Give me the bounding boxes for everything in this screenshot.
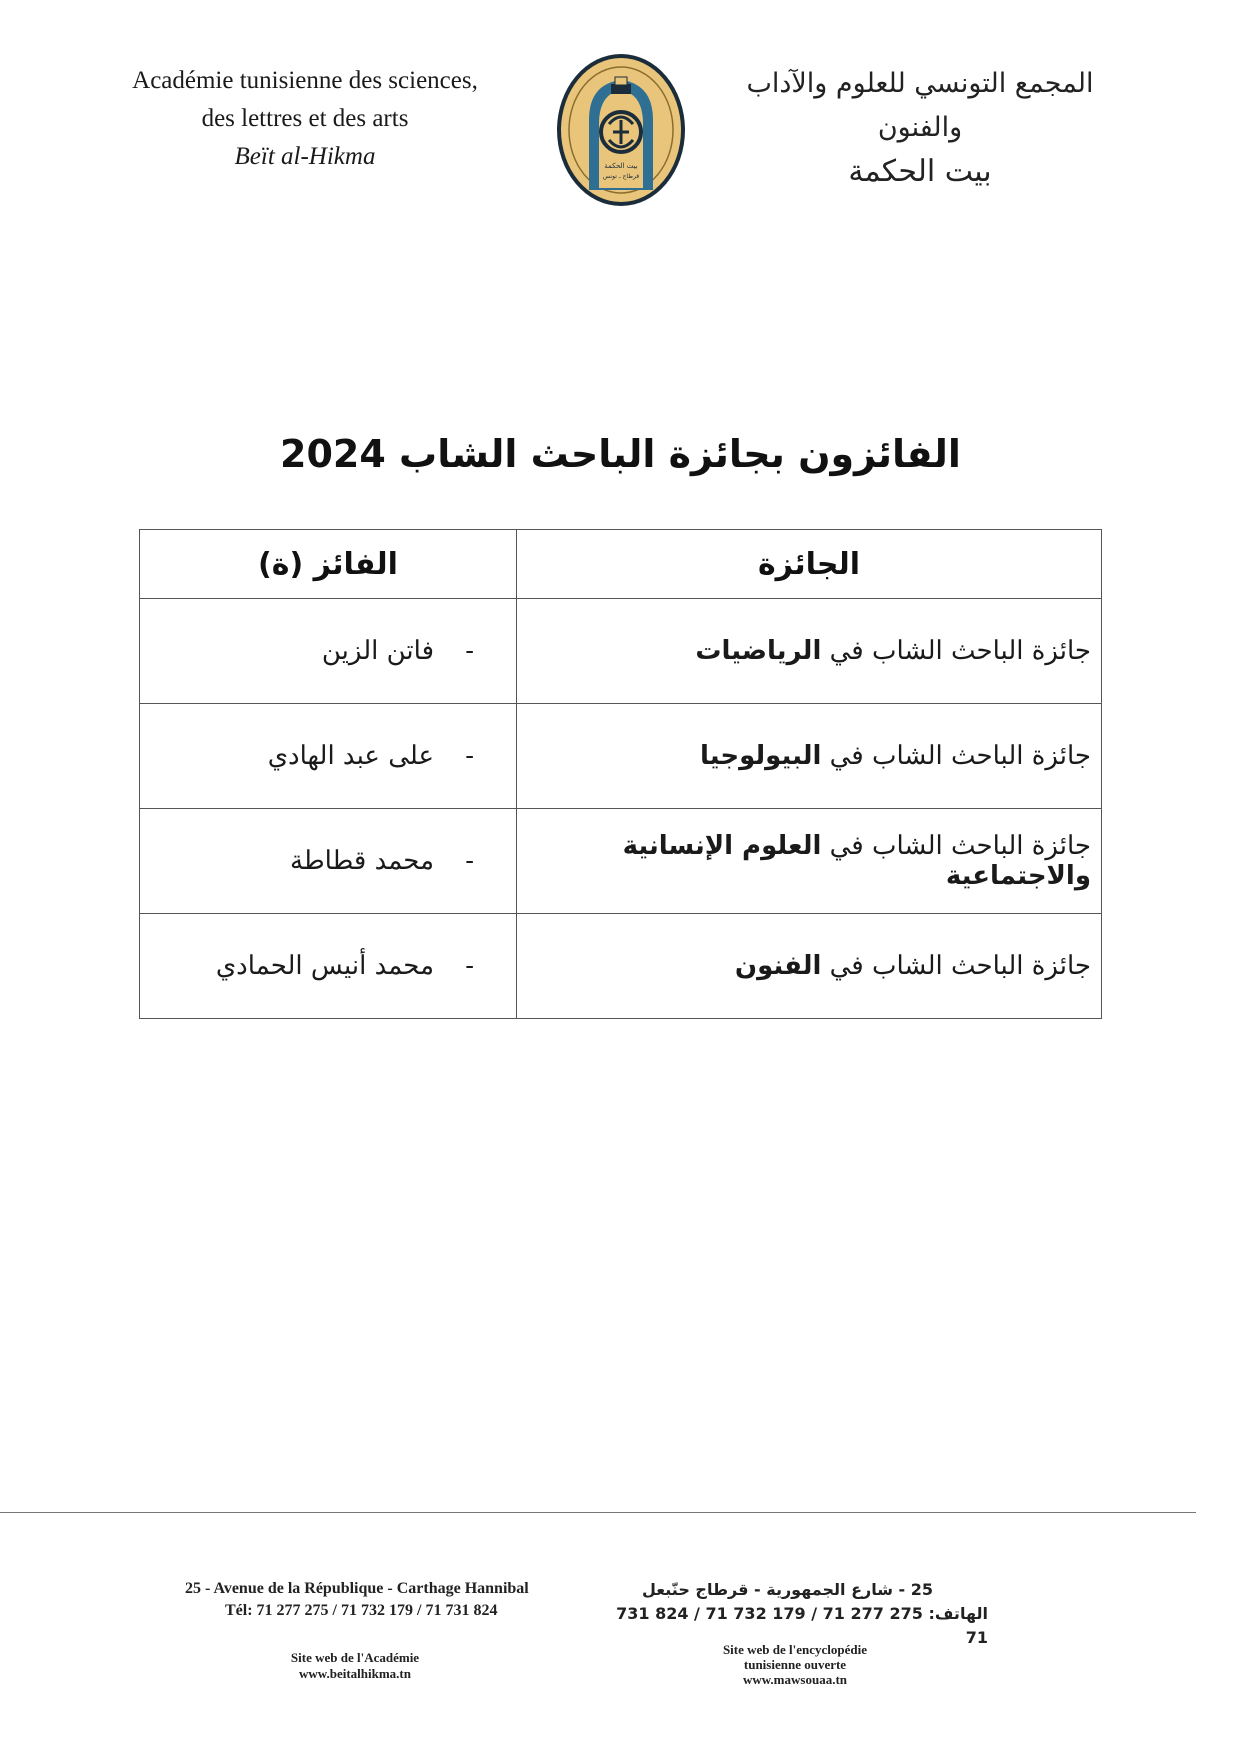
column-header-prize: الجائزة — [517, 530, 1102, 599]
academy-name-ar-line1: المجمع التونسي للعلوم والآداب والفنون — [746, 68, 1094, 143]
footer-fr-address: 25 - Avenue de la République - Carthage Hannibal — [185, 1580, 529, 1597]
academy-name-ar-line2: بيت الحكمة — [848, 154, 992, 189]
prize-field: البيولوجيا — [699, 741, 822, 771]
column-header-winner: الفائز (ة) — [140, 530, 517, 599]
footer-ar-address: 25 - شارع الجمهورية - قرطاج حنّبعل — [641, 1580, 933, 1599]
encyclopedia-website-url[interactable]: www.mawsouaa.tn — [742, 1672, 847, 1687]
academy-name-french — [120, 62, 490, 176]
prize-prefix: جائزة الباحث الشاب في — [821, 831, 1091, 861]
footer-academy-website — [240, 1650, 470, 1682]
logo-text-mid: بيت الحكمة — [604, 162, 638, 170]
academy-name-fr-line2: des lettres et des arts — [201, 105, 409, 132]
prize-cell — [517, 914, 1102, 1019]
footer-address-arabic — [598, 1578, 988, 1650]
academy-name-fr-line1: Académie tunisienne des sciences, — [132, 67, 478, 94]
table-row — [140, 704, 1102, 809]
prize-cell — [517, 704, 1102, 809]
prize-cell — [517, 809, 1102, 914]
table-row — [140, 809, 1102, 914]
logo-text-bottom: قرطاج ـ تونس — [602, 173, 640, 180]
winner-cell — [140, 599, 517, 704]
prize-prefix: جائزة الباحث الشاب في — [821, 741, 1091, 771]
table-row — [140, 599, 1102, 704]
awards-table — [139, 529, 1102, 1019]
academy-name-arabic — [745, 62, 1095, 194]
winner-dash: - — [465, 741, 474, 771]
academy-name-fr-line3: Beït al-Hikma — [234, 143, 376, 170]
footer-divider — [0, 1512, 1196, 1513]
table-row — [140, 914, 1102, 1019]
winner-dash: - — [465, 846, 474, 876]
winner-name: فاتن الزين — [321, 636, 434, 666]
prize-field: العلوم الإنسانية والاجتماعية — [622, 831, 1091, 891]
winner-name: على عبد الهادي — [267, 741, 434, 771]
table-header-row — [140, 530, 1102, 599]
prize-prefix: جائزة الباحث الشاب في — [821, 636, 1091, 666]
encyclopedia-website-label2: tunisienne ouverte — [743, 1657, 847, 1672]
winner-dash: - — [465, 636, 474, 666]
page-title: الفائزون بجائزة الباحث الشاب 2024 — [280, 432, 961, 476]
prize-field: الفنون — [734, 951, 822, 981]
winner-cell — [140, 809, 517, 914]
winner-cell — [140, 704, 517, 809]
academy-website-label: Site web de l'Académie — [290, 1650, 420, 1665]
footer-encyclopedia-website — [680, 1642, 910, 1687]
encyclopedia-website-label1: Site web de l'encyclopédie — [722, 1642, 868, 1657]
prize-field: الرياضيات — [695, 636, 822, 666]
footer-address-french — [185, 1578, 585, 1622]
footer-ar-phone: الهاتف: 275 277 71 / 179 732 71 / 824 731 71 — [616, 1604, 988, 1647]
prize-cell — [517, 599, 1102, 704]
winner-dash: - — [465, 951, 474, 981]
winner-name: محمد قطاطة — [290, 846, 434, 876]
winner-name: محمد أنيس الحمادي — [215, 951, 434, 981]
academy-website-url[interactable]: www.beitalhikma.tn — [299, 1666, 411, 1681]
winner-cell — [140, 914, 517, 1019]
prize-prefix: جائزة الباحث الشاب في — [821, 951, 1091, 981]
footer-fr-phone: Tél: 71 277 275 / 71 732 179 / 71 731 824 — [225, 1602, 498, 1619]
academy-logo — [553, 50, 689, 210]
